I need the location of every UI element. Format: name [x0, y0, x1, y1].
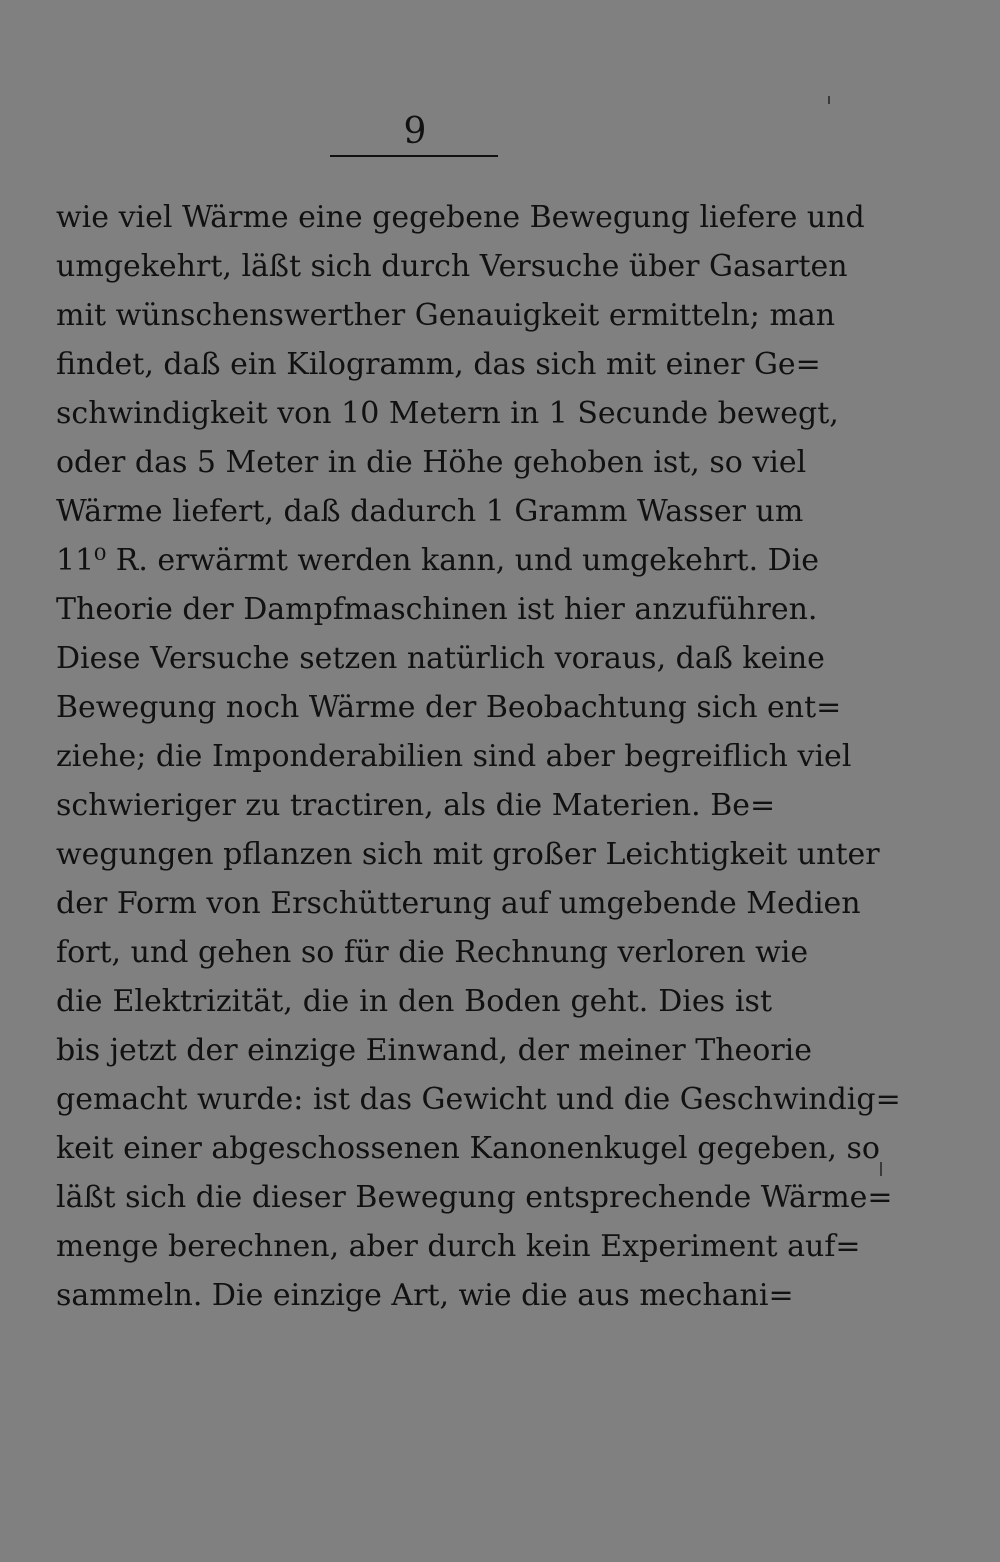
text-line: bis jetzt der einzige Einwand, der meiner Theorie	[56, 1033, 813, 1068]
text-line: Theorie der Dampfmaschinen ist hier anzuführen.	[56, 592, 818, 627]
body-text	[56, 193, 901, 1320]
text-line: läßt sich die dieser Bewegung entsprechende Wärme=	[56, 1180, 893, 1215]
text-line: schwindigkeit von 10 Metern in 1 Secunde bewegt,	[56, 396, 839, 431]
header-rule	[330, 155, 498, 157]
margin-scan-mark	[880, 1162, 882, 1176]
text-line: keit einer abgeschossenen Kanonenkugel gegeben, so	[56, 1131, 880, 1166]
text-line: gemacht wurde: ist das Gewicht und die Geschwindig=	[56, 1082, 901, 1117]
text-line: 11⁰ R. erwärmt werden kann, und umgekehrt. Die	[56, 543, 820, 578]
text-line: mit wünschenswerther Genauigkeit ermitteln; man	[56, 298, 836, 333]
text-line: Wärme liefert, daß dadurch 1 Gramm Wasser um	[56, 494, 804, 529]
text-line: fort, und gehen so für die Rechnung verloren wie	[56, 935, 809, 970]
text-line: umgekehrt, läßt sich durch Versuche über Gasarten	[56, 249, 848, 284]
margin-scan-mark	[828, 96, 830, 104]
text-line: ziehe; die Imponderabilien sind aber begreiflich viel	[56, 739, 852, 774]
text-line: Bewegung noch Wärme der Beobachtung sich ent=	[56, 690, 842, 725]
text-line: sammeln. Die einzige Art, wie die aus mechani=	[56, 1278, 794, 1313]
text-line: schwieriger zu tractiren, als die Materien. Be=	[56, 788, 776, 823]
text-line: menge berechnen, aber durch kein Experiment auf=	[56, 1229, 861, 1264]
text-line: wegungen pflanzen sich mit großer Leichtigkeit unter	[56, 837, 880, 872]
text-line: oder das 5 Meter in die Höhe gehoben ist, so viel	[56, 445, 807, 480]
text-line: die Elektrizität, die in den Boden geht. Dies ist	[56, 984, 772, 1019]
page-number: 9	[403, 111, 427, 152]
text-line: Diese Versuche setzen natürlich voraus, daß keine	[56, 641, 825, 676]
text-line: der Form von Erschütterung auf umgebende Medien	[56, 886, 861, 921]
text-line: wie viel Wärme eine gegebene Bewegung liefere und	[56, 200, 865, 235]
text-line: findet, daß ein Kilogramm, das sich mit einer Ge=	[56, 347, 821, 382]
